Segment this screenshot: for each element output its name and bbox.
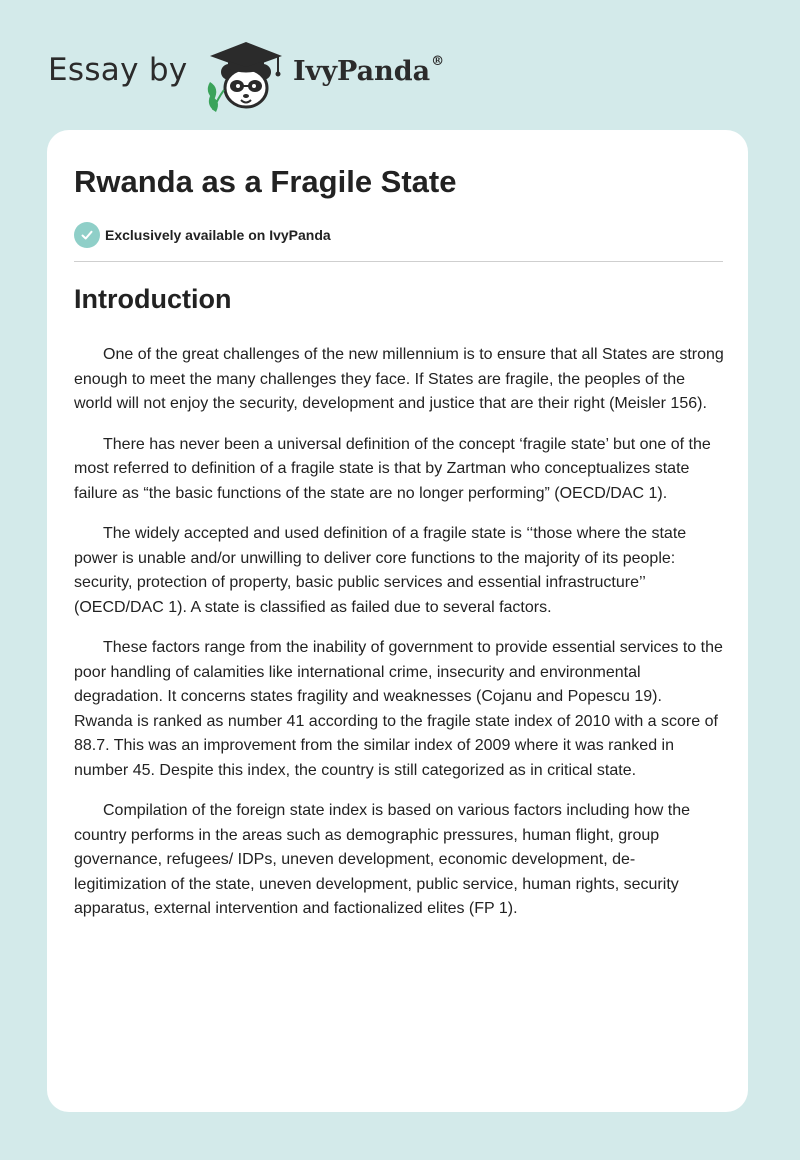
- page-title: Rwanda as a Fragile State: [74, 164, 457, 199]
- title-divider: [74, 261, 723, 262]
- article-card: [47, 130, 748, 1112]
- exclusive-badge: [74, 222, 331, 248]
- paragraph: These factors range from the inability of government to provide essential services to the poor handling of calamities like international crime, insecurity and environmental degradation. It concerns states fragility and weaknesses (Cojanu and Popescu 19). Rwanda is ranked as number 41 according to the fragile state index of 2010 with a score of 88.7. This was an improvement from the similar index of 2009 where it was ranked in number 45. Despite this index, the country is still categorized as in critical state.: [74, 639, 723, 779]
- paragraph: One of the great challenges of the new millennium is to ensure that all States are strong enough to meet the many challenges they face. If States are fragile, the peoples of the world will not enjoy the security, development and justice that are their right (Meisler 156).: [74, 346, 724, 412]
- brand-prefix: Essay by: [48, 52, 188, 88]
- article-body: [74, 343, 725, 938]
- section-heading: Introduction: [74, 284, 232, 314]
- brand-name-text: IvyPanda: [293, 56, 431, 87]
- paragraph: Compilation of the foreign state index is based on various factors including how the country performs in the areas such as demographic pressures, human flight, group governance, refugees/ IDPs, uneven development, economic development, de-legitimization of the state, uneven development, public service, human rights, security apparatus, external intervention and factionalized elites (FP 1).: [74, 802, 691, 917]
- registered-mark: ®: [431, 54, 445, 69]
- check-circle-icon: [74, 222, 100, 248]
- site-header: [48, 36, 548, 112]
- paragraph: The widely accepted and used definition of a fragile state is ‘‘those where the state power is unable and/or unwilling to deliver core functions to the majority of its people: security, protection of property, basic public services and essential infrastructure’’ (OECD/DAC 1). A state is classified as failed due to several factors.: [74, 525, 687, 616]
- badge-label: Exclusively available on IvyPanda: [105, 227, 331, 243]
- brand-name[interactable]: [293, 56, 444, 87]
- paragraph: There has never been a universal definition of the concept ‘fragile state’ but one of the most referred to definition of a fragile state is that by Zartman who conceptualizes state failure as “the basic functions of the state are no longer performing” (OECD/DAC 1).: [74, 435, 711, 502]
- panda-logo-icon[interactable]: [198, 36, 294, 112]
